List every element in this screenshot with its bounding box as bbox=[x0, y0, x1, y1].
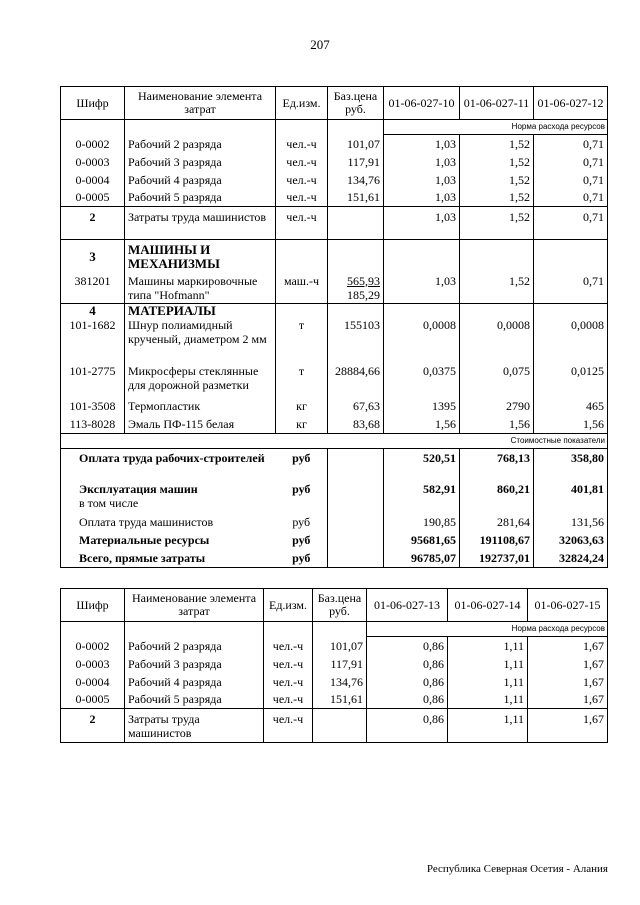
header-col-14: 01-06-027-14 bbox=[448, 589, 528, 622]
header-name: Наименование элемента затрат bbox=[125, 87, 276, 120]
machine-price-operator: 185,29 bbox=[347, 287, 380, 302]
header-unit: Ед.изм. bbox=[276, 87, 328, 120]
norm-note: Норма расхода ресурсов bbox=[367, 622, 608, 637]
resource-table-1 bbox=[60, 86, 608, 568]
header-col-15: 01-06-027-15 bbox=[528, 589, 608, 622]
table-row: 0-0004 Рабочий 4 разряда чел.-ч 134,76 1,03 1,52 0,71 bbox=[61, 171, 608, 189]
section-title-machines: МАШИНЫ И МЕХАНИЗМЫ bbox=[125, 240, 276, 274]
header-col-11: 01-06-027-11 bbox=[460, 87, 534, 120]
machines-cost-sub: в том числе bbox=[79, 496, 139, 510]
header-price: Баз.цена руб. bbox=[328, 87, 384, 120]
cost-note: Стоимостные показатели bbox=[61, 433, 608, 448]
header-code: Шифр bbox=[61, 589, 125, 622]
table-row: Оплата труда рабочих-строителей руб 520,51 768,13 358,80 bbox=[61, 448, 608, 482]
table-row: 2 Затраты труда машинистов чел.-ч 1,03 1,52 0,71 bbox=[61, 207, 608, 240]
header-name: Наименование элемента затрат bbox=[125, 589, 264, 622]
table-row: 0-0003 Рабочий 3 разряда чел.-ч 117,91 0,86 1,11 1,67 bbox=[61, 655, 608, 673]
table-row: 0-0002 Рабочий 2 разряда чел.-ч 101,07 1,03 1,52 0,71 bbox=[61, 135, 608, 153]
table-row: 381201 Машины маркировочные типа "Hofmann" маш.-ч 565,93 185,29 1,03 1,52 0,71 bbox=[61, 274, 608, 304]
machines-cost-label: Эксплуатация машин bbox=[79, 482, 198, 496]
header-price: Баз.цена руб. bbox=[313, 589, 367, 622]
header-col-13: 01-06-027-13 bbox=[367, 589, 448, 622]
machine-price: 565,93 bbox=[347, 273, 380, 288]
page-number: 207 bbox=[310, 37, 330, 52]
table-row: 2 Затраты труда машинистов чел.-ч 0,86 1,11 1,67 bbox=[61, 709, 608, 743]
table-row: 0-0005 Рабочий 5 разряда чел.-ч 151,61 0,86 1,11 1,67 bbox=[61, 691, 608, 709]
header-col-12: 01-06-027-12 bbox=[534, 87, 608, 120]
table-row: Всего, прямые затраты руб 96785,07 192737,01 32824,24 bbox=[61, 549, 608, 567]
table-row: 0-0004 Рабочий 4 разряда чел.-ч 134,76 0,86 1,11 1,67 bbox=[61, 673, 608, 691]
table-row: 0-0005 Рабочий 5 разряда чел.-ч 151,61 1,03 1,52 0,71 bbox=[61, 189, 608, 207]
table-row: 101-1682 Шнур полиамидный крученый, диаметром 2 мм т 155103 0,0008 0,0008 0,0008 bbox=[61, 318, 608, 364]
table-row: 0-0002 Рабочий 2 разряда чел.-ч 101,07 0,86 1,11 1,67 bbox=[61, 637, 608, 655]
table-row: 101-2775 Микросферы стеклянные для дорожной разметки т 28884,66 0,0375 0,075 0,0125 bbox=[61, 364, 608, 397]
resource-table-2 bbox=[60, 588, 608, 743]
norm-note: Норма расхода ресурсов bbox=[384, 120, 608, 135]
table-row: Эксплуатация машин в том числе руб 582,91 860,21 401,81 bbox=[61, 482, 608, 513]
table-row: 113-8028 Эмаль ПФ-115 белая кг 83,68 1,56 1,56 1,56 bbox=[61, 415, 608, 433]
table-row: 0-0003 Рабочий 3 разряда чел.-ч 117,91 1,03 1,52 0,71 bbox=[61, 153, 608, 171]
section-code-4: 4 bbox=[61, 304, 125, 319]
header-code: Шифр bbox=[61, 87, 125, 120]
header-unit: Ед.изм. bbox=[264, 589, 313, 622]
table-row: Оплата труда машинистов руб 190,85 281,64 131,56 bbox=[61, 513, 608, 531]
section-title-materials: МАТЕРИАЛЫ bbox=[125, 304, 276, 319]
footer-region: Республика Северная Осетия - Алания bbox=[426, 863, 608, 875]
table-row: Материальные ресурсы руб 95681,65 191108,67 32063,63 bbox=[61, 531, 608, 549]
section-code-3: 3 bbox=[61, 240, 125, 274]
header-col-10: 01-06-027-10 bbox=[384, 87, 460, 120]
table-row: 101-3508 Термопластик кг 67,63 1395 2790 465 bbox=[61, 397, 608, 415]
